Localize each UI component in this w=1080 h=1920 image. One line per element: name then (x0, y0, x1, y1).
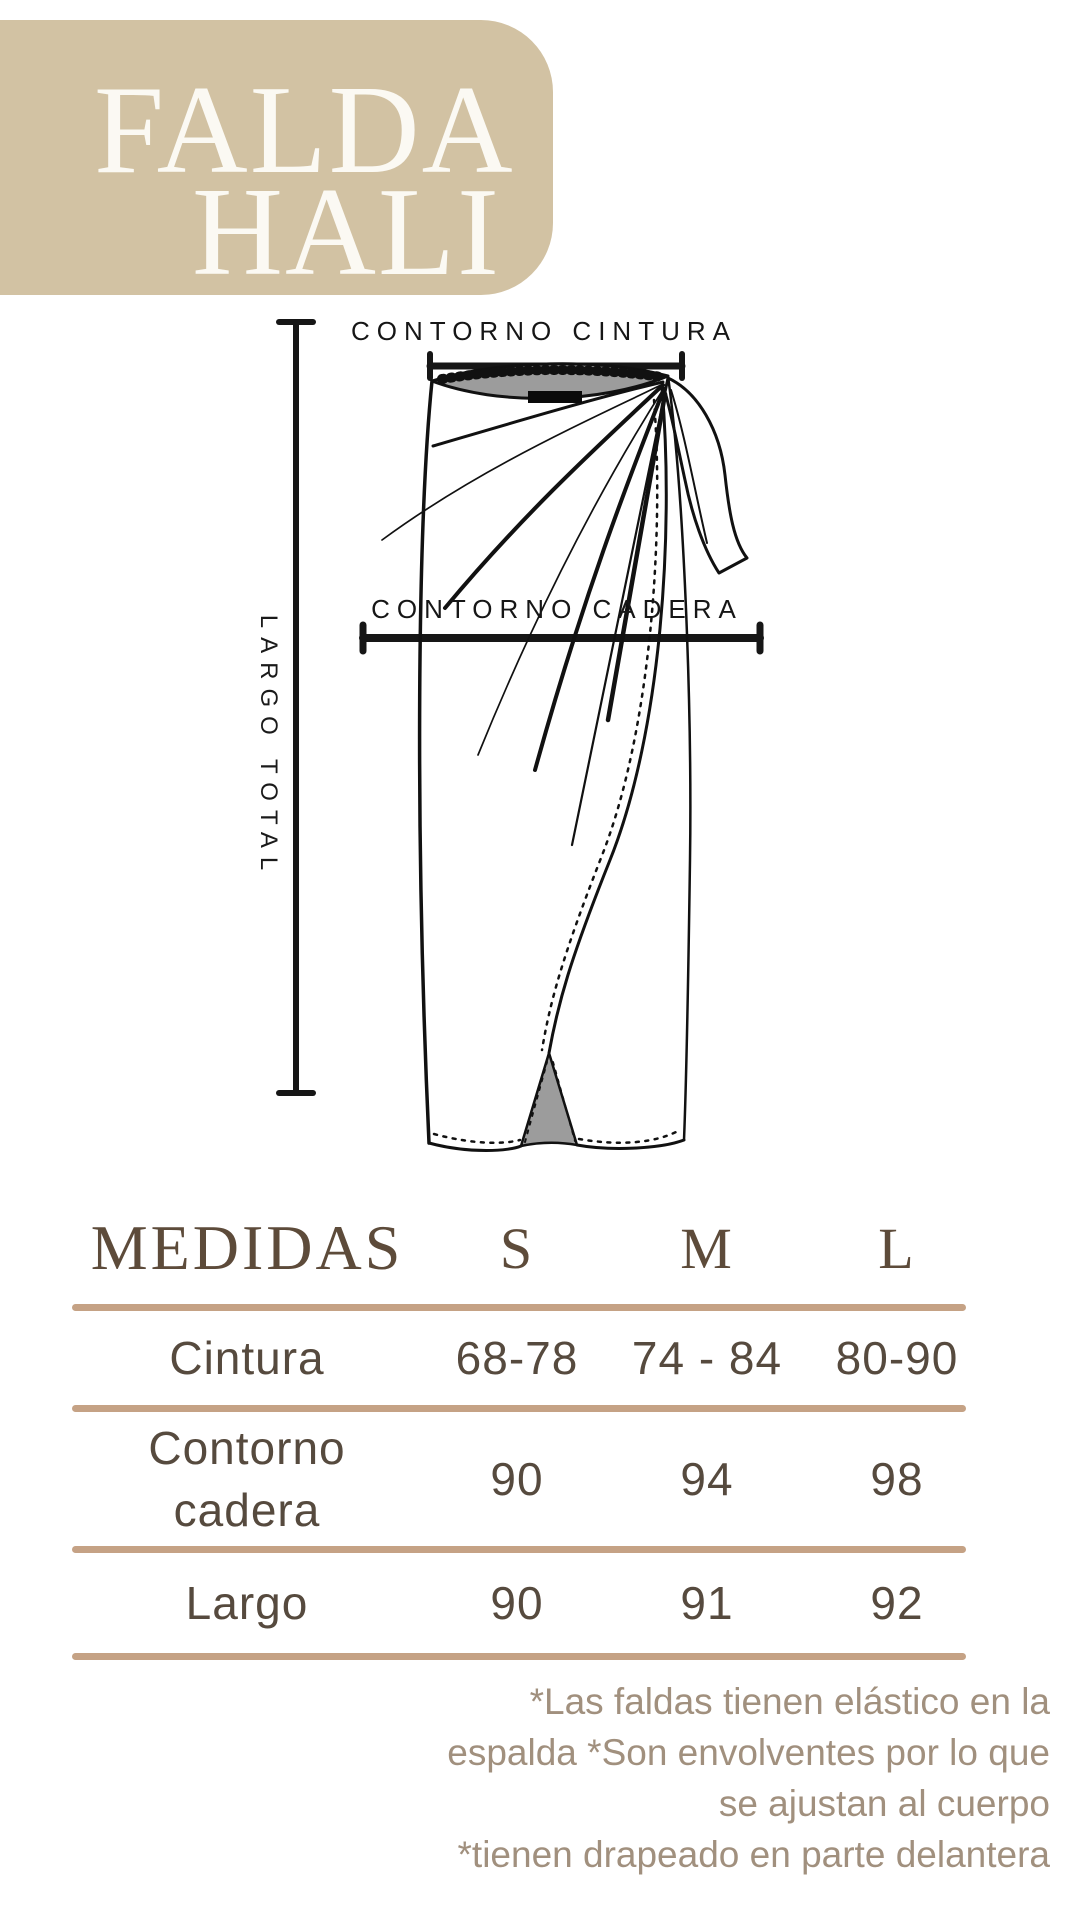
elastic-waistband (432, 364, 668, 403)
hip-measure-label: CONTORNO CADERA (371, 594, 743, 624)
value-s: 90 (490, 1577, 544, 1629)
table-row-cintura (72, 1311, 992, 1405)
product-title-line1: FALDA (94, 61, 515, 200)
table-title: MEDIDAS (90, 1212, 404, 1283)
value-s: 90 (490, 1453, 544, 1505)
waist-measure-label: CONTORNO CINTURA (351, 316, 737, 346)
value-l: 98 (870, 1453, 924, 1505)
divider (72, 1304, 966, 1311)
row-label: Cintura (169, 1332, 325, 1384)
footnote-line: espalda *Son envolventes por lo que (447, 1732, 1050, 1773)
table-header-row (72, 1192, 992, 1304)
value-m: 91 (680, 1577, 734, 1629)
column-size-l: L (878, 1215, 916, 1281)
value-m: 74 - 84 (631, 1332, 783, 1384)
divider (72, 1546, 966, 1553)
hip-measure-line (363, 625, 760, 651)
value-l: 92 (870, 1577, 924, 1629)
length-measure-label: LARGO TOTAL (255, 614, 282, 880)
header-banner (0, 20, 553, 302)
waistband-label-tag (528, 391, 582, 403)
wrap-edge (434, 388, 678, 1143)
skirt-diagram (230, 300, 790, 1180)
footnote-line: se ajustan al cuerpo (718, 1783, 1050, 1824)
divider (72, 1405, 966, 1412)
footnote-line: *Las faldas tienen elástico en la (529, 1681, 1050, 1722)
row-label: Largo (185, 1577, 309, 1629)
row-label: Contorno cadera (148, 1421, 346, 1536)
size-chart-table (72, 1192, 992, 1660)
value-m: 94 (680, 1453, 734, 1505)
length-measure-line (279, 322, 313, 1093)
value-l: 80-90 (835, 1332, 959, 1384)
divider (72, 1653, 966, 1660)
column-size-m: M (680, 1215, 734, 1281)
product-title-line2: HALI (192, 163, 501, 302)
column-size-s: S (499, 1215, 535, 1281)
footnotes (260, 1676, 1050, 1880)
value-s: 68-78 (455, 1332, 579, 1384)
hem-slit (521, 1053, 577, 1146)
table-row-largo (72, 1553, 992, 1653)
footnote-line: *tienen drapeado en parte delantera (457, 1834, 1050, 1875)
table-row-contorno-cadera (72, 1412, 992, 1546)
